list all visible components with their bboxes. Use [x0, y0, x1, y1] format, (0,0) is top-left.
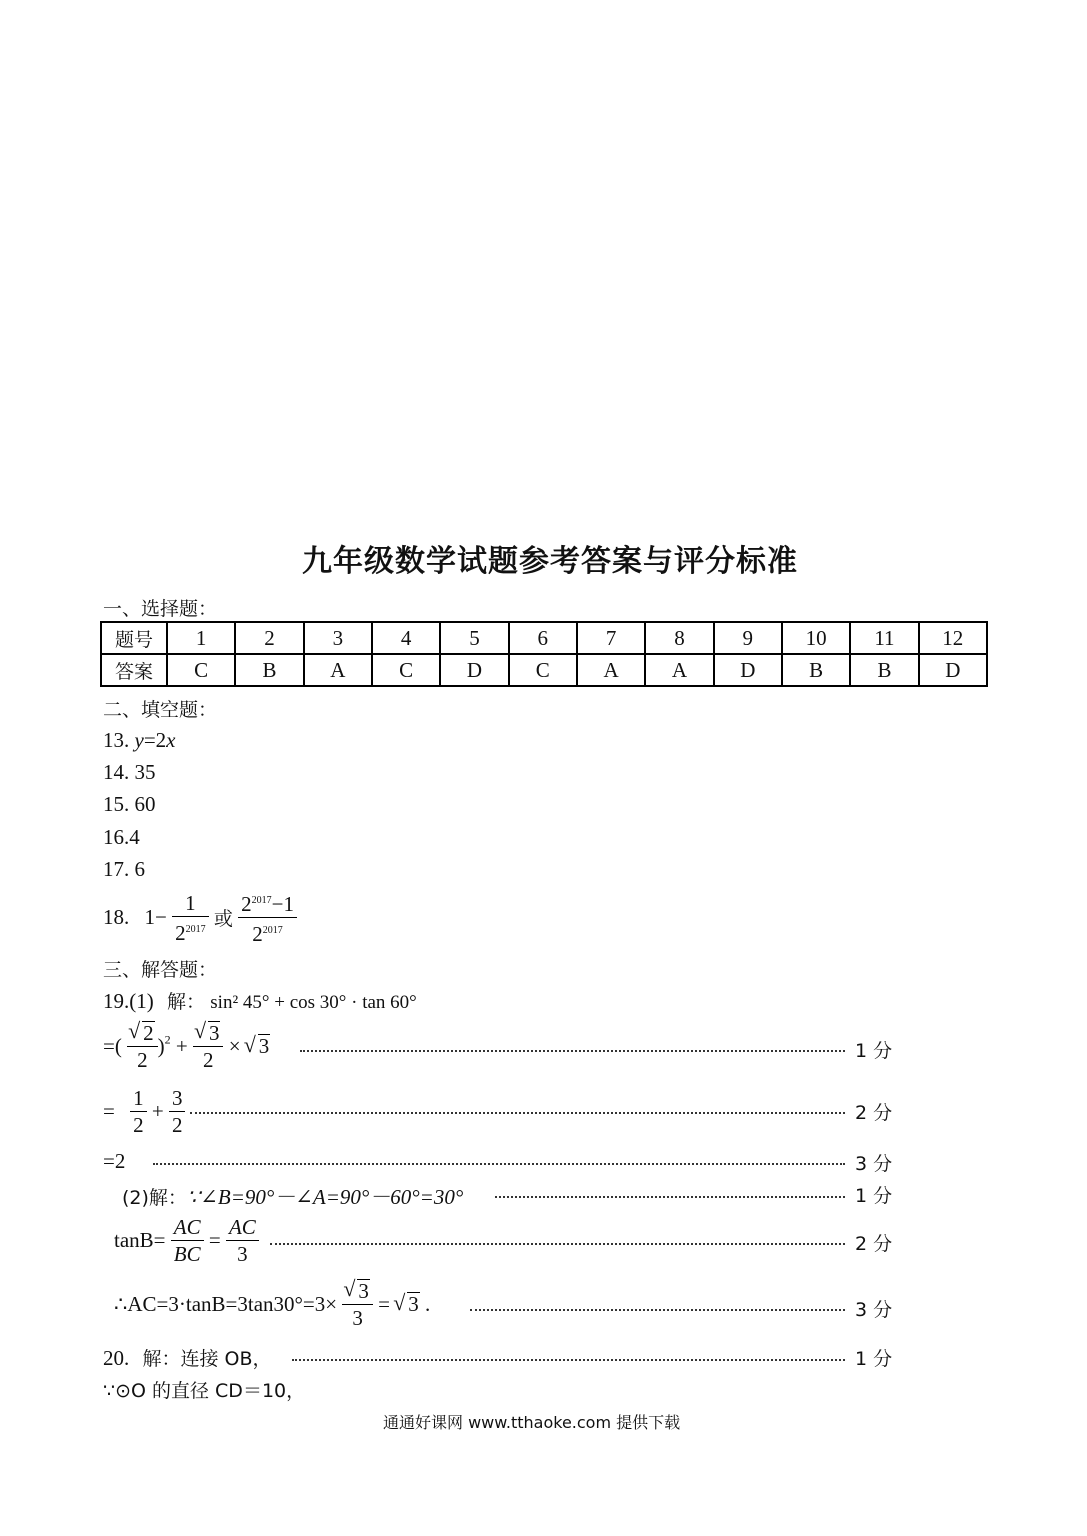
answer-14: 14. 35: [103, 760, 156, 784]
score-label: 1 分: [855, 1348, 893, 1370]
math-text: =: [103, 1099, 115, 1123]
solution-text: 解：连接 OB，: [142, 1348, 272, 1370]
table-cell: D: [919, 654, 987, 686]
fraction-3-over-2: [169, 1085, 186, 1138]
question-number: (2)解：: [122, 1187, 187, 1209]
table-row-answers: [101, 654, 987, 686]
solution-label: 解：: [167, 991, 206, 1013]
q19-part2-line1: [122, 1181, 463, 1211]
table-cell: C: [509, 654, 577, 686]
math-exponent: 2017: [262, 925, 283, 936]
page-title: 九年级数学试题参考答案与评分标准: [302, 544, 798, 579]
math-var: y: [134, 728, 144, 752]
table-cell: A: [304, 654, 372, 686]
q19-step3: =2: [103, 1149, 126, 1173]
fraction-denominator: 2: [137, 1048, 148, 1072]
math-text: −1: [271, 892, 294, 916]
math-text: 1−: [144, 905, 167, 929]
section-fill-heading: 二、填空题：: [103, 699, 218, 721]
score-label: 2 分: [855, 1233, 893, 1255]
q19-part2-line3: [114, 1278, 430, 1331]
leader-dots: [470, 1309, 845, 1311]
answer-number: 13.: [103, 728, 130, 752]
score-label: 3 分: [855, 1299, 893, 1321]
math-expression: ∴AC=3·tanB=3tan30°=3×: [114, 1292, 338, 1316]
fraction-denominator: 2: [171, 1113, 183, 1137]
math-exponent: 2017: [185, 923, 206, 935]
q19-part1-header: [103, 987, 417, 1014]
answer-13: [103, 728, 176, 753]
table-cell: B: [782, 654, 850, 686]
table-cell: B: [235, 654, 303, 686]
table-cell: 8: [645, 622, 713, 654]
fraction-denominator: [172, 917, 209, 946]
math-text: tanB=: [114, 1228, 166, 1252]
sqrt-symbol: [246, 1034, 271, 1059]
fraction-numerator: 1: [172, 890, 209, 917]
math-exponent: 2: [164, 1032, 171, 1047]
score-label: 1 分: [855, 1185, 893, 1207]
math-text: +: [151, 1099, 164, 1123]
q19-step1: =( √ $\frac{2}{2}$ )$^2$ + √ $\frac{3}{2}$ × √ 3: [103, 1020, 270, 1073]
table-cell: 7: [577, 622, 645, 654]
math-base: 2: [252, 922, 263, 946]
leader-dots: [270, 1243, 845, 1245]
answer-18: [103, 888, 297, 947]
leader-dots: [190, 1112, 845, 1114]
table-cell: D: [714, 654, 782, 686]
fraction-denominator: [238, 918, 297, 947]
table-header-answer: 答案: [101, 654, 167, 686]
sqrt-radicand: 2: [143, 1021, 154, 1045]
fraction-denominator: BC: [173, 1242, 201, 1266]
fraction-numerator: [238, 888, 297, 918]
fraction-numerator: [127, 1020, 158, 1047]
fraction-numerator: 1: [130, 1085, 147, 1112]
question-number: 20.: [103, 1346, 130, 1370]
page-footer: 通通好课网 www.tthaoke.com 提供下载: [383, 1413, 681, 1432]
fraction-numerator: AC: [226, 1214, 259, 1241]
fraction-sqrt2-over-2: [127, 1020, 158, 1073]
math-text: ×: [228, 1034, 241, 1058]
sqrt-symbol: [345, 1278, 370, 1304]
fraction-1: [172, 890, 209, 946]
math-expression: sin² 45° + cos 30° · tan 60°: [210, 992, 417, 1013]
table-cell: 10: [782, 622, 850, 654]
table-cell: D: [440, 654, 508, 686]
table-header-number: 题号: [101, 622, 167, 654]
fraction-sqrt3-over-2: [193, 1020, 224, 1073]
math-expression: ∵∠B=90°－∠A=90°－60°=30°: [186, 1185, 464, 1209]
table-cell: 2: [235, 622, 303, 654]
table-cell: C: [372, 654, 440, 686]
question-number: 19.(1): [103, 989, 154, 1013]
fraction-1-over-2: [130, 1085, 147, 1138]
section-solve-heading: 三、解答题：: [103, 959, 218, 981]
math-text: .: [424, 1292, 431, 1316]
math-exponent: 2017: [251, 895, 272, 906]
q20-line2: ∵⊙O 的直径 CD＝10，: [103, 1380, 306, 1402]
table-cell: 1: [167, 622, 235, 654]
fraction-denominator: 2: [133, 1113, 144, 1137]
fraction-numerator: [193, 1020, 224, 1047]
fraction-numerator: [342, 1278, 373, 1305]
table-cell: C: [167, 654, 235, 686]
math-var: x: [166, 728, 176, 752]
answer-17: 17. 6: [103, 857, 145, 881]
q20-line1: [103, 1344, 272, 1371]
answer-15: 15. 60: [103, 792, 156, 816]
math-base: 2: [241, 892, 252, 916]
math-base: 2: [175, 920, 186, 945]
or-text: 或: [213, 908, 233, 930]
answer-16: 16.4: [103, 825, 140, 849]
math-text: =2: [143, 728, 167, 752]
table-cell: 4: [372, 622, 440, 654]
fraction-numerator: AC: [171, 1214, 204, 1241]
math-text: =: [378, 1292, 390, 1316]
fraction-ac-over-bc: [171, 1214, 204, 1267]
table-cell: 11: [850, 622, 918, 654]
fraction-sqrt3-over-3: [342, 1278, 373, 1331]
leader-dots: [153, 1163, 845, 1165]
score-label: 3 分: [855, 1153, 893, 1175]
fraction-numerator: 3: [169, 1085, 186, 1112]
math-text: =: [208, 1228, 221, 1252]
math-text: +: [175, 1034, 188, 1058]
leader-dots: [495, 1196, 845, 1198]
table-cell: 6: [509, 622, 577, 654]
score-label: 1 分: [855, 1040, 893, 1062]
table-cell: A: [577, 654, 645, 686]
q19-step2: [103, 1085, 185, 1138]
table-cell: 9: [714, 622, 782, 654]
table-cell: B: [850, 654, 918, 686]
answer-number: 18.: [103, 905, 130, 929]
sqrt-radicand: 3: [208, 1021, 220, 1045]
math-text: =(: [103, 1034, 122, 1058]
fraction-ac-over-3: [226, 1214, 259, 1267]
answer-table: [100, 621, 988, 687]
sqrt-symbol: [196, 1020, 221, 1046]
table-cell: A: [645, 654, 713, 686]
table-cell: 3: [304, 622, 372, 654]
fraction-2: [238, 888, 297, 947]
fraction-denominator: 3: [352, 1306, 363, 1330]
table-cell: 5: [440, 622, 508, 654]
sqrt-symbol: [395, 1292, 420, 1317]
sqrt-symbol: [130, 1020, 155, 1046]
fraction-denominator: 2: [202, 1048, 214, 1072]
leader-dots: [300, 1050, 845, 1052]
section-choice-heading: 一、选择题：: [103, 598, 218, 620]
table-row-numbers: [101, 622, 987, 654]
sqrt-radicand: 3: [358, 1279, 369, 1303]
q19-part2-line2: [114, 1214, 259, 1267]
leader-dots: [292, 1359, 845, 1361]
fraction-denominator: 3: [237, 1242, 248, 1266]
sqrt-radicand: 3: [258, 1034, 270, 1058]
table-cell: 12: [919, 622, 987, 654]
sqrt-radicand: 3: [408, 1292, 419, 1316]
score-label: 2 分: [855, 1102, 893, 1124]
